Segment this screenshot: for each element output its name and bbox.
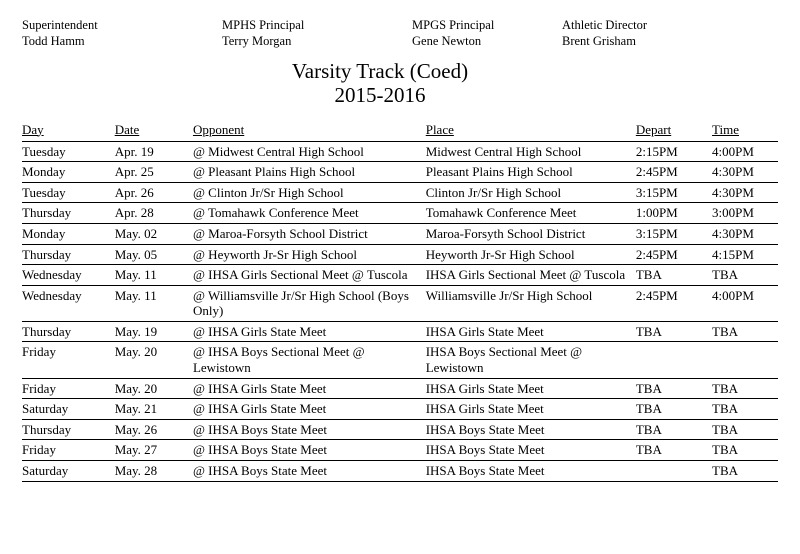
cell-time: 3:00PM bbox=[712, 203, 778, 224]
table-row bbox=[22, 321, 778, 342]
cell-date: Apr. 26 bbox=[115, 182, 193, 203]
cell-place: IHSA Girls Sectional Meet @ Tuscola bbox=[426, 265, 636, 286]
column-header-day: Day bbox=[22, 121, 44, 137]
cell-date: May. 21 bbox=[115, 399, 193, 420]
staff-athletic-director bbox=[562, 18, 742, 49]
cell-depart: 3:15PM bbox=[636, 223, 712, 244]
cell-opponent: @ Williamsville Jr/Sr High School (Boys Only) bbox=[193, 285, 426, 321]
cell-opponent: @ Midwest Central High School bbox=[193, 141, 426, 162]
cell-date: May. 02 bbox=[115, 223, 193, 244]
cell-depart: 2:45PM bbox=[636, 162, 712, 183]
table-row bbox=[22, 419, 778, 440]
staff-name: Gene Newton bbox=[412, 33, 482, 48]
cell-day: Thursday bbox=[22, 244, 115, 265]
cell-day: Friday bbox=[22, 342, 115, 378]
table-row bbox=[22, 440, 778, 461]
cell-place: IHSA Boys State Meet bbox=[426, 440, 636, 461]
cell-depart: TBA bbox=[636, 378, 712, 399]
cell-date: May. 11 bbox=[115, 285, 193, 321]
cell-depart: TBA bbox=[636, 419, 712, 440]
cell-day: Friday bbox=[22, 440, 115, 461]
cell-place: Heyworth Jr-Sr High School bbox=[426, 244, 636, 265]
cell-opponent: @ IHSA Boys State Meet bbox=[193, 419, 426, 440]
cell-time: 4:00PM bbox=[712, 141, 778, 162]
cell-place: IHSA Boys State Meet bbox=[426, 419, 636, 440]
staff-header bbox=[22, 18, 778, 49]
page-title bbox=[22, 59, 738, 107]
column-header-time: Time bbox=[712, 121, 740, 137]
cell-date: May. 05 bbox=[115, 244, 193, 265]
cell-place: Pleasant Plains High School bbox=[426, 162, 636, 183]
cell-place: Midwest Central High School bbox=[426, 141, 636, 162]
cell-opponent: @ IHSA Boys State Meet bbox=[193, 440, 426, 461]
cell-opponent: @ Clinton Jr/Sr High School bbox=[193, 182, 426, 203]
cell-day: Wednesday bbox=[22, 265, 115, 286]
cell-place: IHSA Boys Sectional Meet @ Lewistown bbox=[426, 342, 636, 378]
cell-date: Apr. 19 bbox=[115, 141, 193, 162]
cell-day: Wednesday bbox=[22, 285, 115, 321]
cell-place: Tomahawk Conference Meet bbox=[426, 203, 636, 224]
cell-day: Tuesday bbox=[22, 141, 115, 162]
schedule-table bbox=[22, 122, 778, 482]
cell-opponent: @ IHSA Boys State Meet bbox=[193, 461, 426, 482]
cell-depart: TBA bbox=[636, 399, 712, 420]
staff-name: Brent Grisham bbox=[562, 33, 636, 48]
cell-time: 4:00PM bbox=[712, 285, 778, 321]
cell-time: TBA bbox=[712, 419, 778, 440]
cell-depart: 1:00PM bbox=[636, 203, 712, 224]
cell-date: May. 19 bbox=[115, 321, 193, 342]
cell-place: IHSA Boys State Meet bbox=[426, 461, 636, 482]
cell-depart bbox=[636, 461, 712, 482]
cell-depart: TBA bbox=[636, 440, 712, 461]
staff-role: MPGS Principal bbox=[412, 18, 495, 32]
table-header bbox=[22, 122, 778, 142]
staff-role: Athletic Director bbox=[562, 18, 648, 32]
cell-place: IHSA Girls State Meet bbox=[426, 321, 636, 342]
cell-depart: TBA bbox=[636, 265, 712, 286]
cell-opponent: @ Heyworth Jr-Sr High School bbox=[193, 244, 426, 265]
cell-time: TBA bbox=[712, 399, 778, 420]
cell-day: Saturday bbox=[22, 399, 115, 420]
staff-superintendent bbox=[22, 18, 222, 49]
column-header-place: Place bbox=[425, 121, 454, 137]
cell-time: TBA bbox=[712, 321, 778, 342]
cell-depart bbox=[636, 342, 712, 378]
cell-day: Thursday bbox=[22, 419, 115, 440]
cell-opponent: @ Tomahawk Conference Meet bbox=[193, 203, 426, 224]
column-header-depart: Depart bbox=[635, 121, 672, 137]
table-row bbox=[22, 461, 778, 482]
table-row bbox=[22, 162, 778, 183]
cell-date: May. 20 bbox=[115, 378, 193, 399]
staff-name: Terry Morgan bbox=[222, 33, 292, 48]
cell-time: 4:15PM bbox=[712, 244, 778, 265]
cell-time: TBA bbox=[712, 461, 778, 482]
cell-depart: TBA bbox=[636, 321, 712, 342]
cell-opponent: @ IHSA Girls State Meet bbox=[193, 378, 426, 399]
cell-place: IHSA Girls State Meet bbox=[426, 399, 636, 420]
cell-date: May. 26 bbox=[115, 419, 193, 440]
cell-time: TBA bbox=[712, 378, 778, 399]
table-row bbox=[22, 244, 778, 265]
staff-role: MPHS Principal bbox=[222, 18, 305, 32]
table-row bbox=[22, 182, 778, 203]
cell-day: Friday bbox=[22, 378, 115, 399]
cell-opponent: @ Pleasant Plains High School bbox=[193, 162, 426, 183]
cell-date: May. 20 bbox=[115, 342, 193, 378]
cell-date: May. 28 bbox=[115, 461, 193, 482]
table-row bbox=[22, 141, 778, 162]
cell-date: May. 11 bbox=[115, 265, 193, 286]
table-header-row bbox=[22, 122, 778, 142]
cell-date: May. 27 bbox=[115, 440, 193, 461]
staff-role: Superintendent bbox=[22, 18, 98, 32]
cell-opponent: @ IHSA Girls State Meet bbox=[193, 321, 426, 342]
table-row bbox=[22, 285, 778, 321]
cell-opponent: @ Maroa-Forsyth School District bbox=[193, 223, 426, 244]
cell-time: TBA bbox=[712, 440, 778, 461]
cell-time: 4:30PM bbox=[712, 162, 778, 183]
column-header-date: Date bbox=[114, 121, 140, 137]
table-row bbox=[22, 342, 778, 378]
table-row bbox=[22, 399, 778, 420]
column-header-opponent: Opponent bbox=[192, 121, 245, 137]
title-main: Varsity Track (Coed) bbox=[291, 59, 469, 84]
cell-depart: 2:45PM bbox=[636, 244, 712, 265]
cell-opponent: @ IHSA Boys Sectional Meet @ Lewistown bbox=[193, 342, 426, 378]
cell-day: Tuesday bbox=[22, 182, 115, 203]
cell-day: Saturday bbox=[22, 461, 115, 482]
cell-day: Monday bbox=[22, 162, 115, 183]
cell-opponent: @ IHSA Girls State Meet bbox=[193, 399, 426, 420]
cell-day: Thursday bbox=[22, 203, 115, 224]
cell-depart: 2:45PM bbox=[636, 285, 712, 321]
title-season: 2015-2016 bbox=[334, 83, 426, 108]
staff-mphs-principal bbox=[222, 18, 412, 49]
cell-place: Maroa-Forsyth School District bbox=[426, 223, 636, 244]
cell-time: 4:30PM bbox=[712, 182, 778, 203]
cell-depart: 2:15PM bbox=[636, 141, 712, 162]
cell-place: Clinton Jr/Sr High School bbox=[426, 182, 636, 203]
staff-name: Todd Hamm bbox=[22, 33, 85, 48]
cell-place: IHSA Girls State Meet bbox=[426, 378, 636, 399]
cell-day: Monday bbox=[22, 223, 115, 244]
table-row bbox=[22, 203, 778, 224]
table-row bbox=[22, 265, 778, 286]
cell-time: TBA bbox=[712, 265, 778, 286]
cell-date: Apr. 25 bbox=[115, 162, 193, 183]
table-row bbox=[22, 223, 778, 244]
table-body bbox=[22, 141, 778, 481]
staff-mpgs-principal bbox=[412, 18, 562, 49]
cell-opponent: @ IHSA Girls Sectional Meet @ Tuscola bbox=[193, 265, 426, 286]
cell-time: 4:30PM bbox=[712, 223, 778, 244]
cell-place: Williamsville Jr/Sr High School bbox=[426, 285, 636, 321]
cell-time bbox=[712, 342, 778, 378]
cell-date: Apr. 28 bbox=[115, 203, 193, 224]
table-row bbox=[22, 378, 778, 399]
cell-depart: 3:15PM bbox=[636, 182, 712, 203]
cell-day: Thursday bbox=[22, 321, 115, 342]
